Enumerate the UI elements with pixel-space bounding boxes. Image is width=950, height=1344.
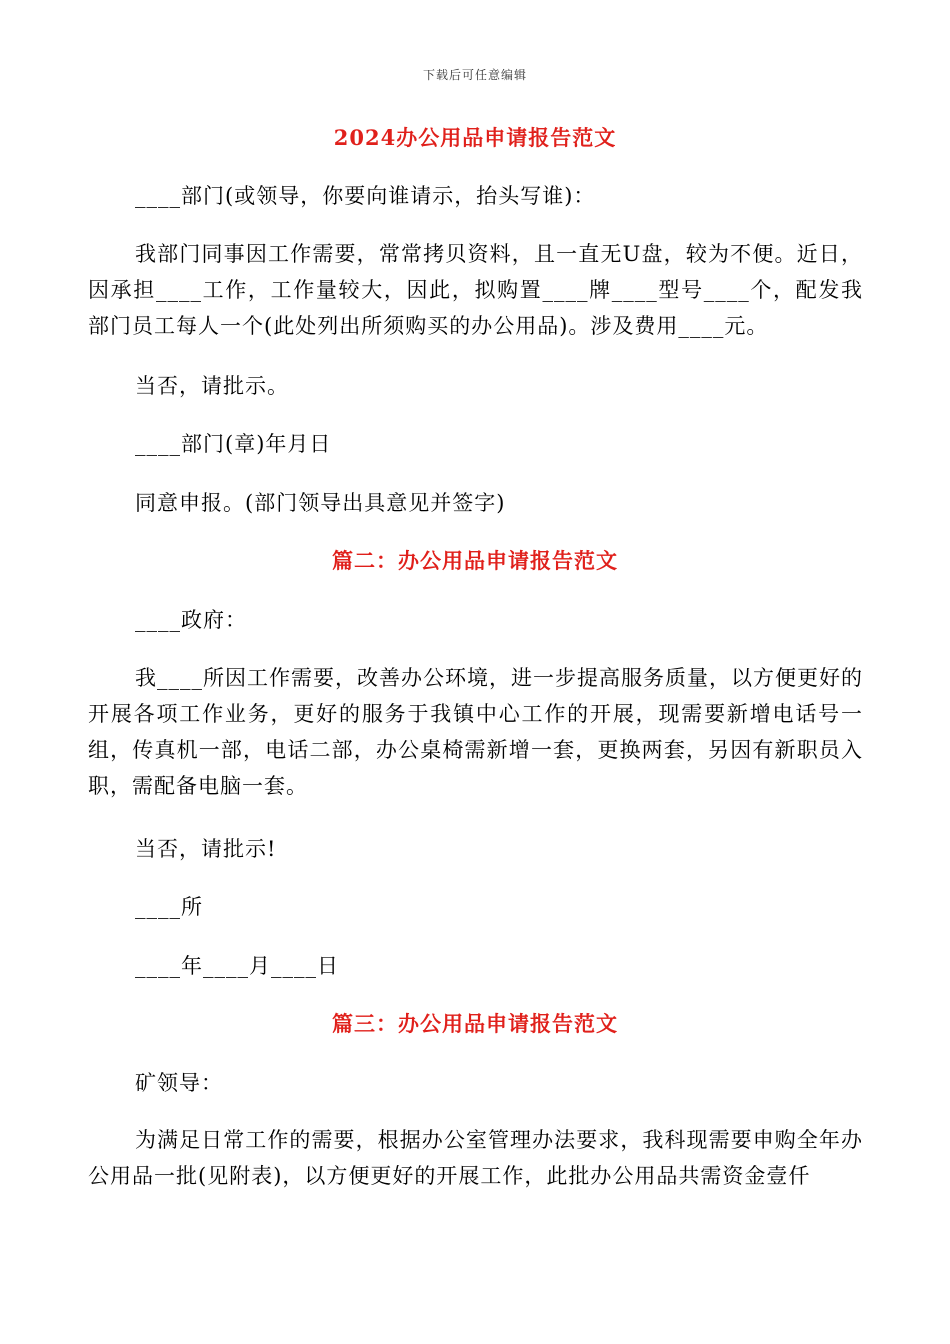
section-2-closing: 当否，请批示! [135, 837, 277, 861]
section-2-salutation: ____政府： [135, 608, 247, 632]
section-1-signature: ____部门(章)年月日 [135, 432, 332, 456]
section-3-title: 篇三：办公用品申请报告范文 [332, 1011, 618, 1036]
section-2-body: 我____所因工作需要，改善办公环境，进一步提高服务质量，以方便更好的开展各项工作业务，更好的服务于我镇中心工作的开展，现需要新增电话号一组，传真机一部，电话二部，办公桌椅需新增一套，更换两套，另因有新职员入职，需配备电脑一套。 [88, 666, 863, 798]
section-1-closing: 当否，请批示。 [135, 374, 289, 398]
section-1-title: 2024办公用品申请报告范文 [333, 125, 617, 150]
section-3-salutation: 矿领导： [135, 1071, 223, 1095]
section-2-signature: ____所 [135, 895, 203, 919]
section-1-salutation: ____部门(或领导，你要向谁请示，抬头写谁)： [135, 184, 596, 208]
header-note: 下载后可任意编辑 [422, 68, 527, 82]
section-2-date: ____年____月____日 [135, 954, 339, 978]
section-1-approval: 同意申报。(部门领导出具意见并签字) [135, 491, 506, 515]
section-3-body: 为满足日常工作的需要，根据办公室管理办法要求，我科现需要申购全年办公用品一批(见附表)，以方便更好的开展工作，此批办公用品共需资金壹仟 [88, 1128, 863, 1188]
section-2-title: 篇二：办公用品申请报告范文 [332, 548, 618, 573]
section-1-body: 我部门同事因工作需要，常常拷贝资料，且一直无U盘，较为不便。近日，因承担____工作，工作量较大，因此，拟购置____牌____型号____个，配发我部门员工每人一个(此处列出所须购买的办公用品)。涉及费用____元。 [88, 242, 863, 338]
